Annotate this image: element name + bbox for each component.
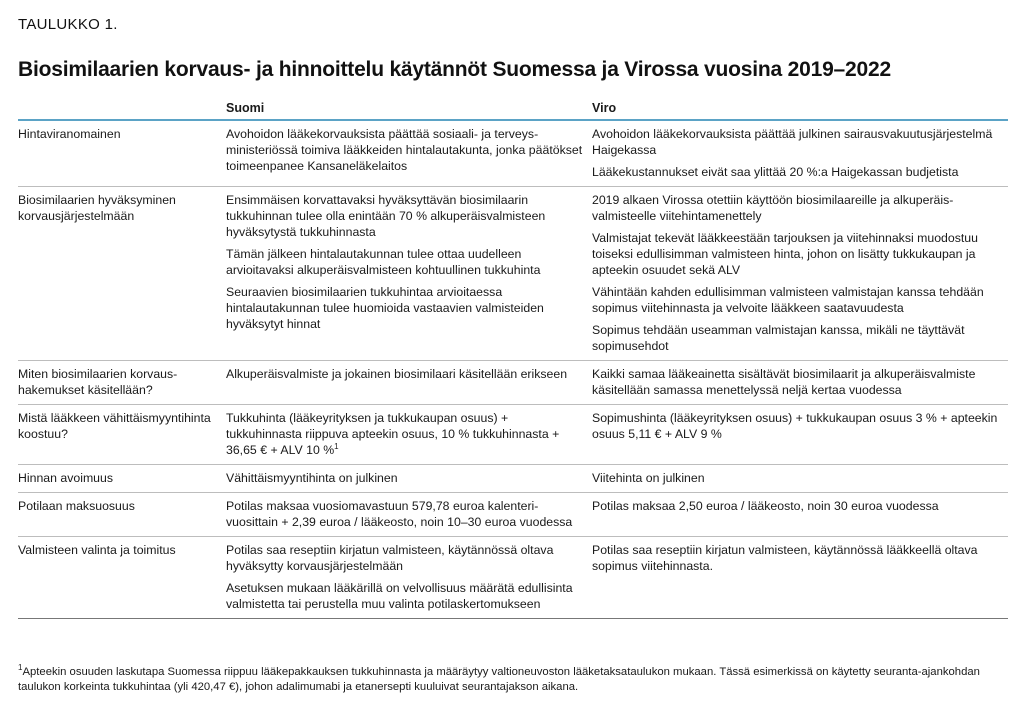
viro-text: Lääkekustannukset eivät saa ylittää 20 %:a Haigekassan budjetista bbox=[592, 165, 959, 179]
viro-text: Viitehinta on julkinen bbox=[592, 471, 705, 485]
viro-paragraph bbox=[592, 126, 1002, 158]
cell-suomi bbox=[226, 537, 592, 619]
footnote-marker: 1 bbox=[18, 663, 23, 673]
suomi-paragraph bbox=[226, 284, 586, 332]
viro-text: Vähintään kahden edullisimman valmisteen valmistajan kanssa tehdään sopimus viitehinnasta ja velvoite lääkkeen saatavuudesta bbox=[592, 285, 984, 315]
table-row bbox=[18, 361, 1008, 405]
suomi-paragraph bbox=[226, 366, 586, 382]
suomi-text: Tämän jälkeen hintalautakunnan tulee ottaa uudelleen arvioitavaksi alkuperäisvalmisteen kohtuullinen tukkuhinta bbox=[226, 247, 541, 277]
suomi-paragraph bbox=[226, 580, 586, 612]
footnote bbox=[18, 665, 1008, 695]
row-topic: Miten biosimilaarien korvaushakemukset käsitellään? bbox=[18, 361, 226, 405]
suomi-text: Asetuksen mukaan lääkärillä on velvollisuus määrätä edullisinta valmistetta tai perustella muu valinta potilaskertomukseen bbox=[226, 581, 573, 611]
cell-suomi bbox=[226, 405, 592, 465]
header-row bbox=[18, 100, 1008, 120]
suomi-paragraph bbox=[226, 192, 586, 240]
cell-viro bbox=[592, 120, 1008, 187]
row-topic: Biosimilaarien hyväksyminen korvausjärjestelmään bbox=[18, 187, 226, 361]
viro-text: Kaikki samaa lääkeainetta sisältävät biosimilaarit ja alkuperäisvalmiste käsitellään samassa menettelyssä neljä kertaa vuodessa bbox=[592, 367, 976, 397]
table-row bbox=[18, 493, 1008, 537]
suomi-paragraph bbox=[226, 410, 586, 458]
suomi-text: Avohoidon lääkekorvauksista päättää sosiaali- ja terveysministeriössä toimiva lääkkeiden hintalautakunta, jonka päätökset toimeenpanee Kansaneläkelaitos bbox=[226, 127, 583, 173]
cell-suomi bbox=[226, 187, 592, 361]
header-topic bbox=[18, 100, 226, 120]
table-row bbox=[18, 537, 1008, 619]
viro-paragraph bbox=[592, 410, 1002, 442]
cell-suomi bbox=[226, 361, 592, 405]
suomi-text: Tukkuhinta (lääkeyrityksen ja tukkukaupan osuus) + tukkuhinnasta riippuva apteekin osuus, 10 % tukkuhinnasta + 36,65 € + ALV 10 % bbox=[226, 411, 560, 457]
footnote-reference: 1 bbox=[334, 441, 339, 451]
viro-paragraph bbox=[592, 498, 1002, 514]
suomi-text: Vähittäismyyntihinta on julkinen bbox=[226, 471, 398, 485]
viro-paragraph bbox=[592, 322, 1002, 354]
suomi-text: Potilas maksaa vuosiomavastuun 579,78 euroa kalenterivuosittain + 2,39 euroa / lääkeosto, noin 10–30 euroa vuodessa bbox=[226, 499, 573, 529]
cell-viro bbox=[592, 537, 1008, 619]
cell-viro bbox=[592, 493, 1008, 537]
suomi-text: Seuraavien biosimilaarien tukkuhintaa arvioitaessa hintalautakunnan tulee huomioida vastaavien valmisteiden hyväksytyt hinnat bbox=[226, 285, 544, 331]
viro-paragraph bbox=[592, 284, 1002, 316]
viro-paragraph bbox=[592, 542, 1002, 574]
comparison-table bbox=[18, 100, 1008, 619]
suomi-paragraph bbox=[226, 126, 586, 174]
header-viro: Viro bbox=[592, 100, 1008, 120]
suomi-paragraph bbox=[226, 470, 586, 486]
viro-paragraph bbox=[592, 192, 1002, 224]
row-topic: Valmisteen valinta ja toimitus bbox=[18, 537, 226, 619]
cell-suomi bbox=[226, 120, 592, 187]
viro-text: Potilas saa reseptiin kirjatun valmisteen, käytännössä lääkkeellä oltava sopimus viitehinnasta. bbox=[592, 543, 978, 573]
cell-viro bbox=[592, 361, 1008, 405]
viro-paragraph bbox=[592, 366, 1002, 398]
cell-suomi bbox=[226, 493, 592, 537]
cell-viro bbox=[592, 405, 1008, 465]
viro-text: Sopimus tehdään useamman valmistajan kanssa, mikäli ne täyttävät sopimusehdot bbox=[592, 323, 965, 353]
viro-text: Potilas maksaa 2,50 euroa / lääkeosto, noin 30 euroa vuodessa bbox=[592, 499, 939, 513]
table-row bbox=[18, 120, 1008, 187]
cell-suomi bbox=[226, 465, 592, 493]
viro-paragraph bbox=[592, 164, 1002, 180]
footnote-text: Apteekin osuuden laskutapa Suomessa riippuu lääkepakkauksen tukkuhinnasta ja määräytyy valtioneuvoston lääketaksataulukon mukaan. Tässä esimerkissä on käytetty seuranta-ajankohdan taulukon korkeinta tukkuhintaa (yli 420,47 €), johon adalimumabi ja etanersepti kuuluivat seurantajakson aikana. bbox=[18, 666, 980, 693]
header-suomi: Suomi bbox=[226, 100, 592, 120]
table-body bbox=[18, 120, 1008, 619]
row-topic: Mistä lääkkeen vähittäismyyntihinta koostuu? bbox=[18, 405, 226, 465]
table-row bbox=[18, 405, 1008, 465]
suomi-text: Potilas saa reseptiin kirjatun valmisteen, käytännössä oltava hyväksytty korvausjärjestelmään bbox=[226, 543, 554, 573]
suomi-paragraph bbox=[226, 246, 586, 278]
viro-text: Avohoidon lääkekorvauksista päättää julkinen sairausvakuutusjärjestelmä Haigekassa bbox=[592, 127, 993, 157]
row-topic: Hintaviranomainen bbox=[18, 120, 226, 187]
table-label: TAULUKKO 1. bbox=[18, 16, 118, 33]
viro-text: Sopimushinta (lääkeyrityksen osuus) + tukkukaupan osuus 3 % + apteekin osuus 5,11 € + ALV 9 % bbox=[592, 411, 998, 441]
viro-text: Valmistajat tekevät lääkkeestään tarjouksen ja viitehinnaksi muodostuu toiseksi edullisimman valmisteen hinta, johon on lisätty tukkukaupan ja apteekin osuudet sekä ALV bbox=[592, 231, 978, 277]
row-topic: Potilaan maksuosuus bbox=[18, 493, 226, 537]
table-title: Biosimilaarien korvaus- ja hinnoittelu käytännöt Suomessa ja Virossa vuosina 2019–2022 bbox=[18, 58, 891, 81]
table-row bbox=[18, 187, 1008, 361]
suomi-text: Alkuperäisvalmiste ja jokainen biosimilaari käsitellään erikseen bbox=[226, 367, 568, 381]
row-topic: Hinnan avoimuus bbox=[18, 465, 226, 493]
suomi-paragraph bbox=[226, 542, 586, 574]
table-row bbox=[18, 465, 1008, 493]
suomi-text: Ensimmäisen korvattavaksi hyväksyttävän biosimilaarin tukkuhinnan tulee olla enintään 70 % alkuperäisvalmisteen hyväksytystä tukkuhinnasta bbox=[226, 193, 546, 239]
viro-text: 2019 alkaen Virossa otettiin käyttöön biosimilaareille ja alkuperäisvalmisteelle viitehintamenettely bbox=[592, 193, 954, 223]
cell-viro bbox=[592, 187, 1008, 361]
cell-viro bbox=[592, 465, 1008, 493]
viro-paragraph bbox=[592, 470, 1002, 486]
suomi-paragraph bbox=[226, 498, 586, 530]
viro-paragraph bbox=[592, 230, 1002, 278]
